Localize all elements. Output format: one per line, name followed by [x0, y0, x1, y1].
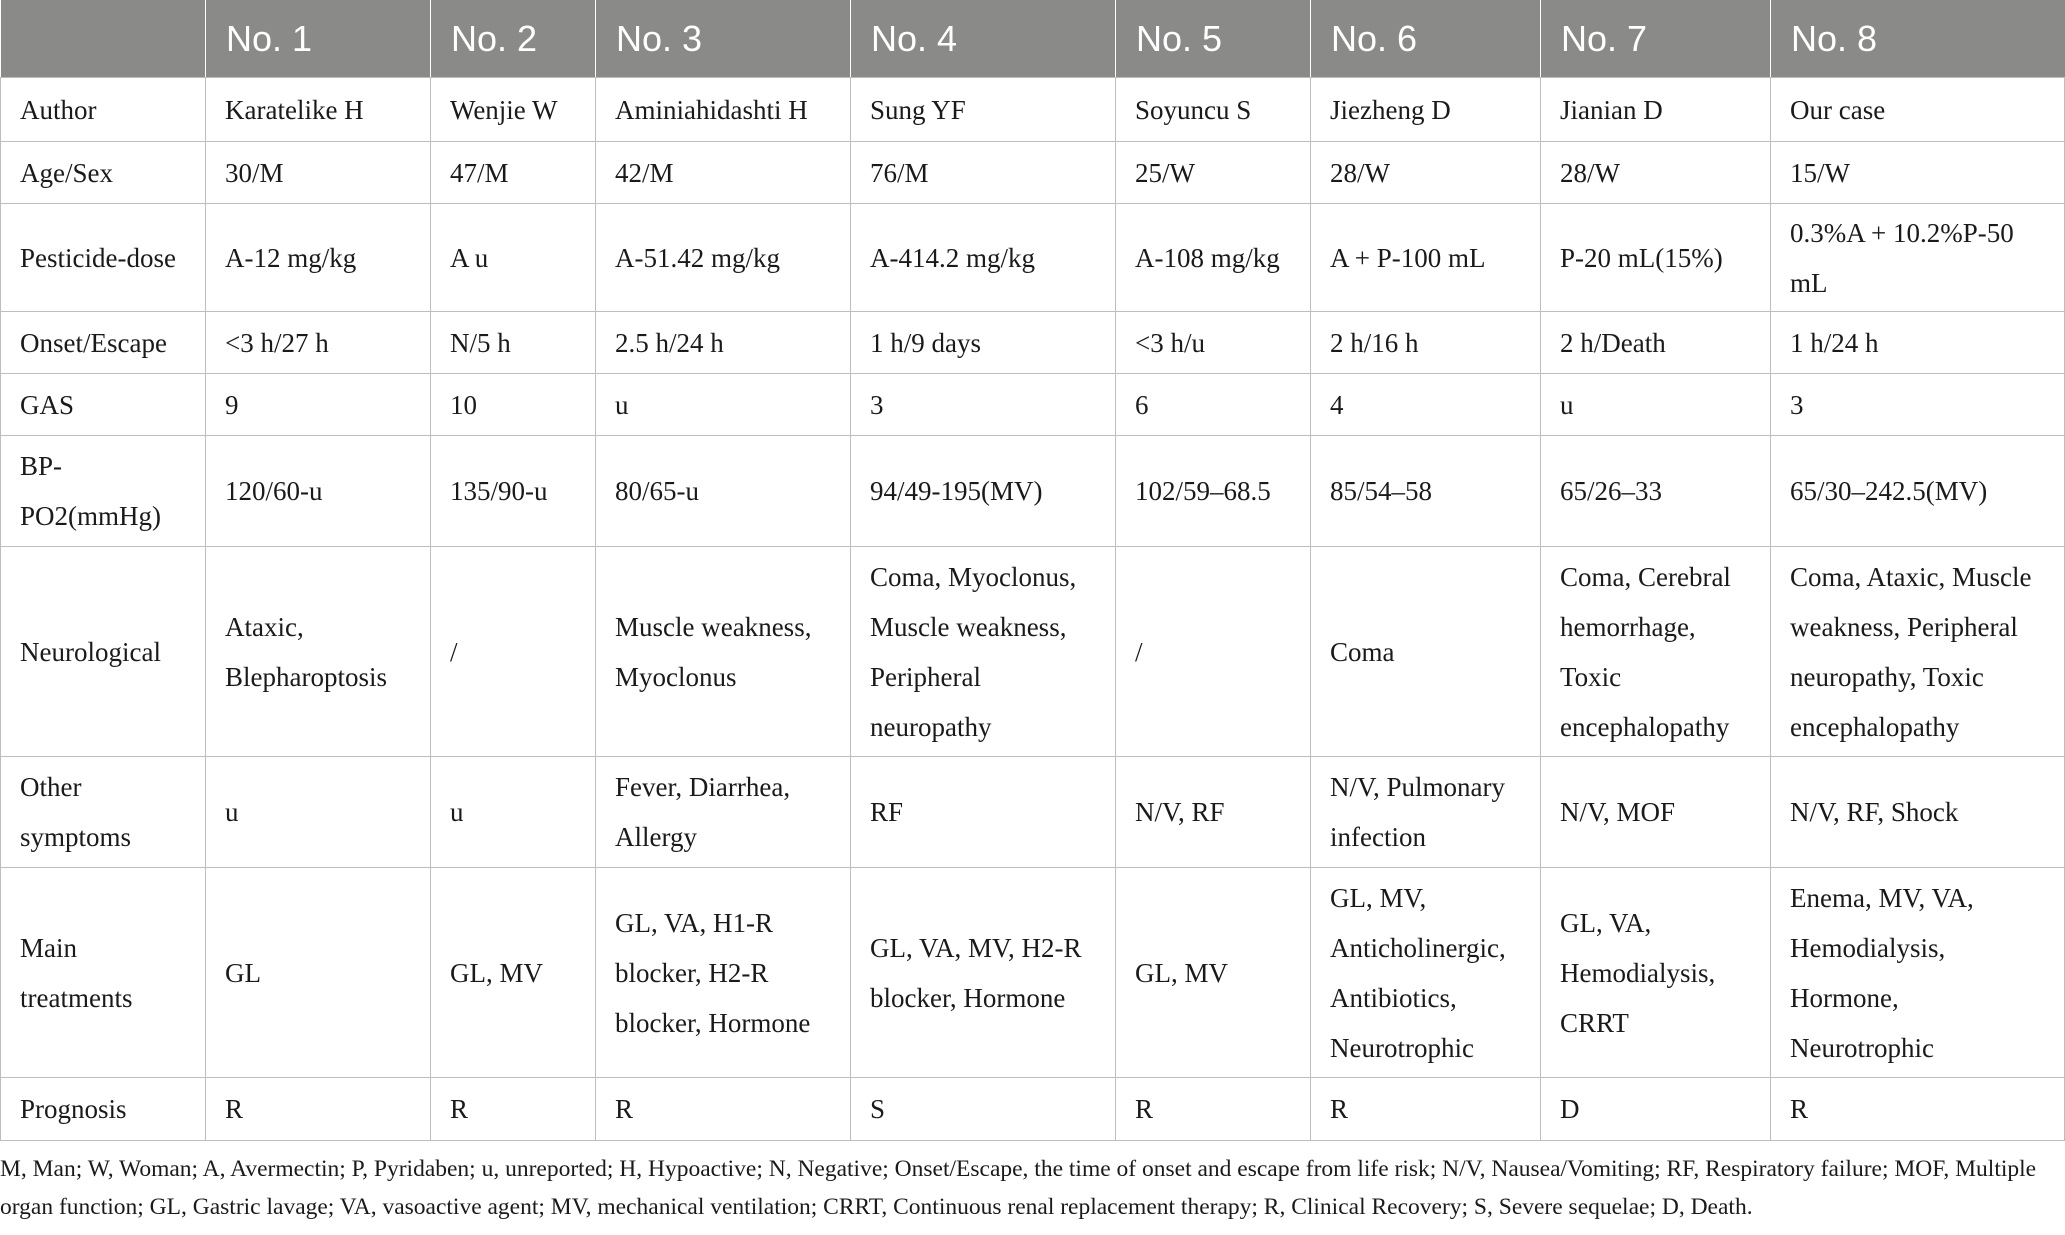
table-cell: Jiezheng D — [1311, 78, 1541, 142]
table-cell: D — [1541, 1078, 1771, 1141]
table-cell: N/V, Pulmonary infection — [1311, 757, 1541, 868]
table-cell: P-20 mL(15%) — [1541, 204, 1771, 312]
table-cell: GL, MV, Anticholinergic, Antibiotics, Neurotrophic — [1311, 868, 1541, 1078]
table-cell: Coma, Cerebral hemorrhage, Toxic encephalopathy — [1541, 547, 1771, 757]
table-cell: N/5 h — [431, 312, 596, 374]
row-label: Age/Sex — [1, 142, 206, 204]
table-row — [1, 547, 2065, 757]
table-row — [1, 1078, 2065, 1141]
table-cell: <3 h/27 h — [206, 312, 431, 374]
table-cell: 65/26–33 — [1541, 436, 1771, 547]
table-row — [1, 868, 2065, 1078]
table-cell: 10 — [431, 374, 596, 436]
row-label: Pesticide-dose — [1, 204, 206, 312]
table-cell: Coma — [1311, 547, 1541, 757]
table-row — [1, 78, 2065, 142]
table-cell: u — [431, 757, 596, 868]
table-cell: GL, MV — [431, 868, 596, 1078]
table-cell: 3 — [851, 374, 1116, 436]
table-cell: Enema, MV, VA, Hemodialysis, Hormone, Neurotrophic — [1771, 868, 2065, 1078]
table-cell: 135/90-u — [431, 436, 596, 547]
table-cell: 0.3%A + 10.2%P-50 mL — [1771, 204, 2065, 312]
table-cell: Jianian D — [1541, 78, 1771, 142]
table-cell: 65/30–242.5(MV) — [1771, 436, 2065, 547]
table-cell: 76/M — [851, 142, 1116, 204]
header-case-8: No. 8 — [1771, 0, 2065, 78]
table-cell: u — [596, 374, 851, 436]
table-cell: Sung YF — [851, 78, 1116, 142]
table-cell: 85/54–58 — [1311, 436, 1541, 547]
header-case-6: No. 6 — [1311, 0, 1541, 78]
table-header-row — [1, 0, 2065, 78]
table-cell: / — [431, 547, 596, 757]
table-cell: GL, VA, MV, H2-R blocker, Hormone — [851, 868, 1116, 1078]
table-cell: GL, VA, Hemodialysis, CRRT — [1541, 868, 1771, 1078]
table-cell: 2 h/16 h — [1311, 312, 1541, 374]
table-row — [1, 204, 2065, 312]
table-cell: A-108 mg/kg — [1116, 204, 1311, 312]
table-cell: 6 — [1116, 374, 1311, 436]
table-cell: 47/M — [431, 142, 596, 204]
row-label: Neurological — [1, 547, 206, 757]
table-cell: 2.5 h/24 h — [596, 312, 851, 374]
row-label: Author — [1, 78, 206, 142]
table-cell: 28/W — [1311, 142, 1541, 204]
table-cell: 94/49-195(MV) — [851, 436, 1116, 547]
table-cell: 120/60-u — [206, 436, 431, 547]
table-cell: Coma, Myoclonus, Muscle weakness, Peripheral neuropathy — [851, 547, 1116, 757]
table-row — [1, 757, 2065, 868]
table-cell: GL, VA, H1-R blocker, H2-R blocker, Hormone — [596, 868, 851, 1078]
row-label: Other symptoms — [1, 757, 206, 868]
table-cell: GL, MV — [1116, 868, 1311, 1078]
table-cell: R — [1311, 1078, 1541, 1141]
table-cell: GL — [206, 868, 431, 1078]
table-cell: u — [206, 757, 431, 868]
row-label: GAS — [1, 374, 206, 436]
table-cell: Coma, Ataxic, Muscle weakness, Peripheral neuropathy, Toxic encephalopathy — [1771, 547, 2065, 757]
row-label: Onset/Escape — [1, 312, 206, 374]
table-footnote: M, Man; W, Woman; A, Avermectin; P, Pyridaben; u, unreported; H, Hypoactive; N, Negative; Onset/Escape, the time of onset and escape from life risk; N/V, Nausea/Vomiting; RF, Respiratory failure; MOF, Multiple organ function; GL, Gastric lavage; VA, vasoactive agent; MV, mechanical ventilation; CRRT, Continuous renal replacement therapy; R, Clinical Recovery; S, Severe sequelae; D, Death. — [0, 1156, 2037, 1220]
table-cell: 102/59–68.5 — [1116, 436, 1311, 547]
table-cell: A-12 mg/kg — [206, 204, 431, 312]
table-cell: N/V, RF — [1116, 757, 1311, 868]
header-corner — [1, 0, 206, 78]
table-cell: 25/W — [1116, 142, 1311, 204]
table-cell: S — [851, 1078, 1116, 1141]
table-cell: Aminiahidashti H — [596, 78, 851, 142]
table-cell: A u — [431, 204, 596, 312]
table-cell: 15/W — [1771, 142, 2065, 204]
table-cell: u — [1541, 374, 1771, 436]
table-cell: Wenjie W — [431, 78, 596, 142]
table-cell: 1 h/24 h — [1771, 312, 2065, 374]
table-cell: 4 — [1311, 374, 1541, 436]
table-cell: N/V, MOF — [1541, 757, 1771, 868]
table-cell: N/V, RF, Shock — [1771, 757, 2065, 868]
header-case-5: No. 5 — [1116, 0, 1311, 78]
table-cell: R — [596, 1078, 851, 1141]
table-cell: Fever, Diarrhea, Allergy — [596, 757, 851, 868]
table-cell: Karatelike H — [206, 78, 431, 142]
table-cell: R — [1116, 1078, 1311, 1141]
table-cell: 1 h/9 days — [851, 312, 1116, 374]
table-cell: R — [206, 1078, 431, 1141]
header-case-3: No. 3 — [596, 0, 851, 78]
table-cell: A + P-100 mL — [1311, 204, 1541, 312]
table-cell: A-414.2 mg/kg — [851, 204, 1116, 312]
header-case-7: No. 7 — [1541, 0, 1771, 78]
row-label: BP-PO2(mmHg) — [1, 436, 206, 547]
table-cell: 30/M — [206, 142, 431, 204]
header-case-1: No. 1 — [206, 0, 431, 78]
table-cell: R — [1771, 1078, 2065, 1141]
table-cell: Muscle weakness, Myoclonus — [596, 547, 851, 757]
table-cell: <3 h/u — [1116, 312, 1311, 374]
table-cell: / — [1116, 547, 1311, 757]
table-cell: A-51.42 mg/kg — [596, 204, 851, 312]
table-row — [1, 142, 2065, 204]
table-cell: 3 — [1771, 374, 2065, 436]
table-cell: 9 — [206, 374, 431, 436]
table-cell: Our case — [1771, 78, 2065, 142]
table-row — [1, 436, 2065, 547]
table-row — [1, 374, 2065, 436]
table-cell: R — [431, 1078, 596, 1141]
header-case-2: No. 2 — [431, 0, 596, 78]
table-cell: 28/W — [1541, 142, 1771, 204]
row-label: Main treatments — [1, 868, 206, 1078]
header-case-4: No. 4 — [851, 0, 1116, 78]
table-cell: 80/65-u — [596, 436, 851, 547]
row-label: Prognosis — [1, 1078, 206, 1141]
table-cell: 2 h/Death — [1541, 312, 1771, 374]
table-row — [1, 312, 2065, 374]
table-cell: 42/M — [596, 142, 851, 204]
table-cell: RF — [851, 757, 1116, 868]
table-cell: Soyuncu S — [1116, 78, 1311, 142]
table-cell: Ataxic, Blepharoptosis — [206, 547, 431, 757]
